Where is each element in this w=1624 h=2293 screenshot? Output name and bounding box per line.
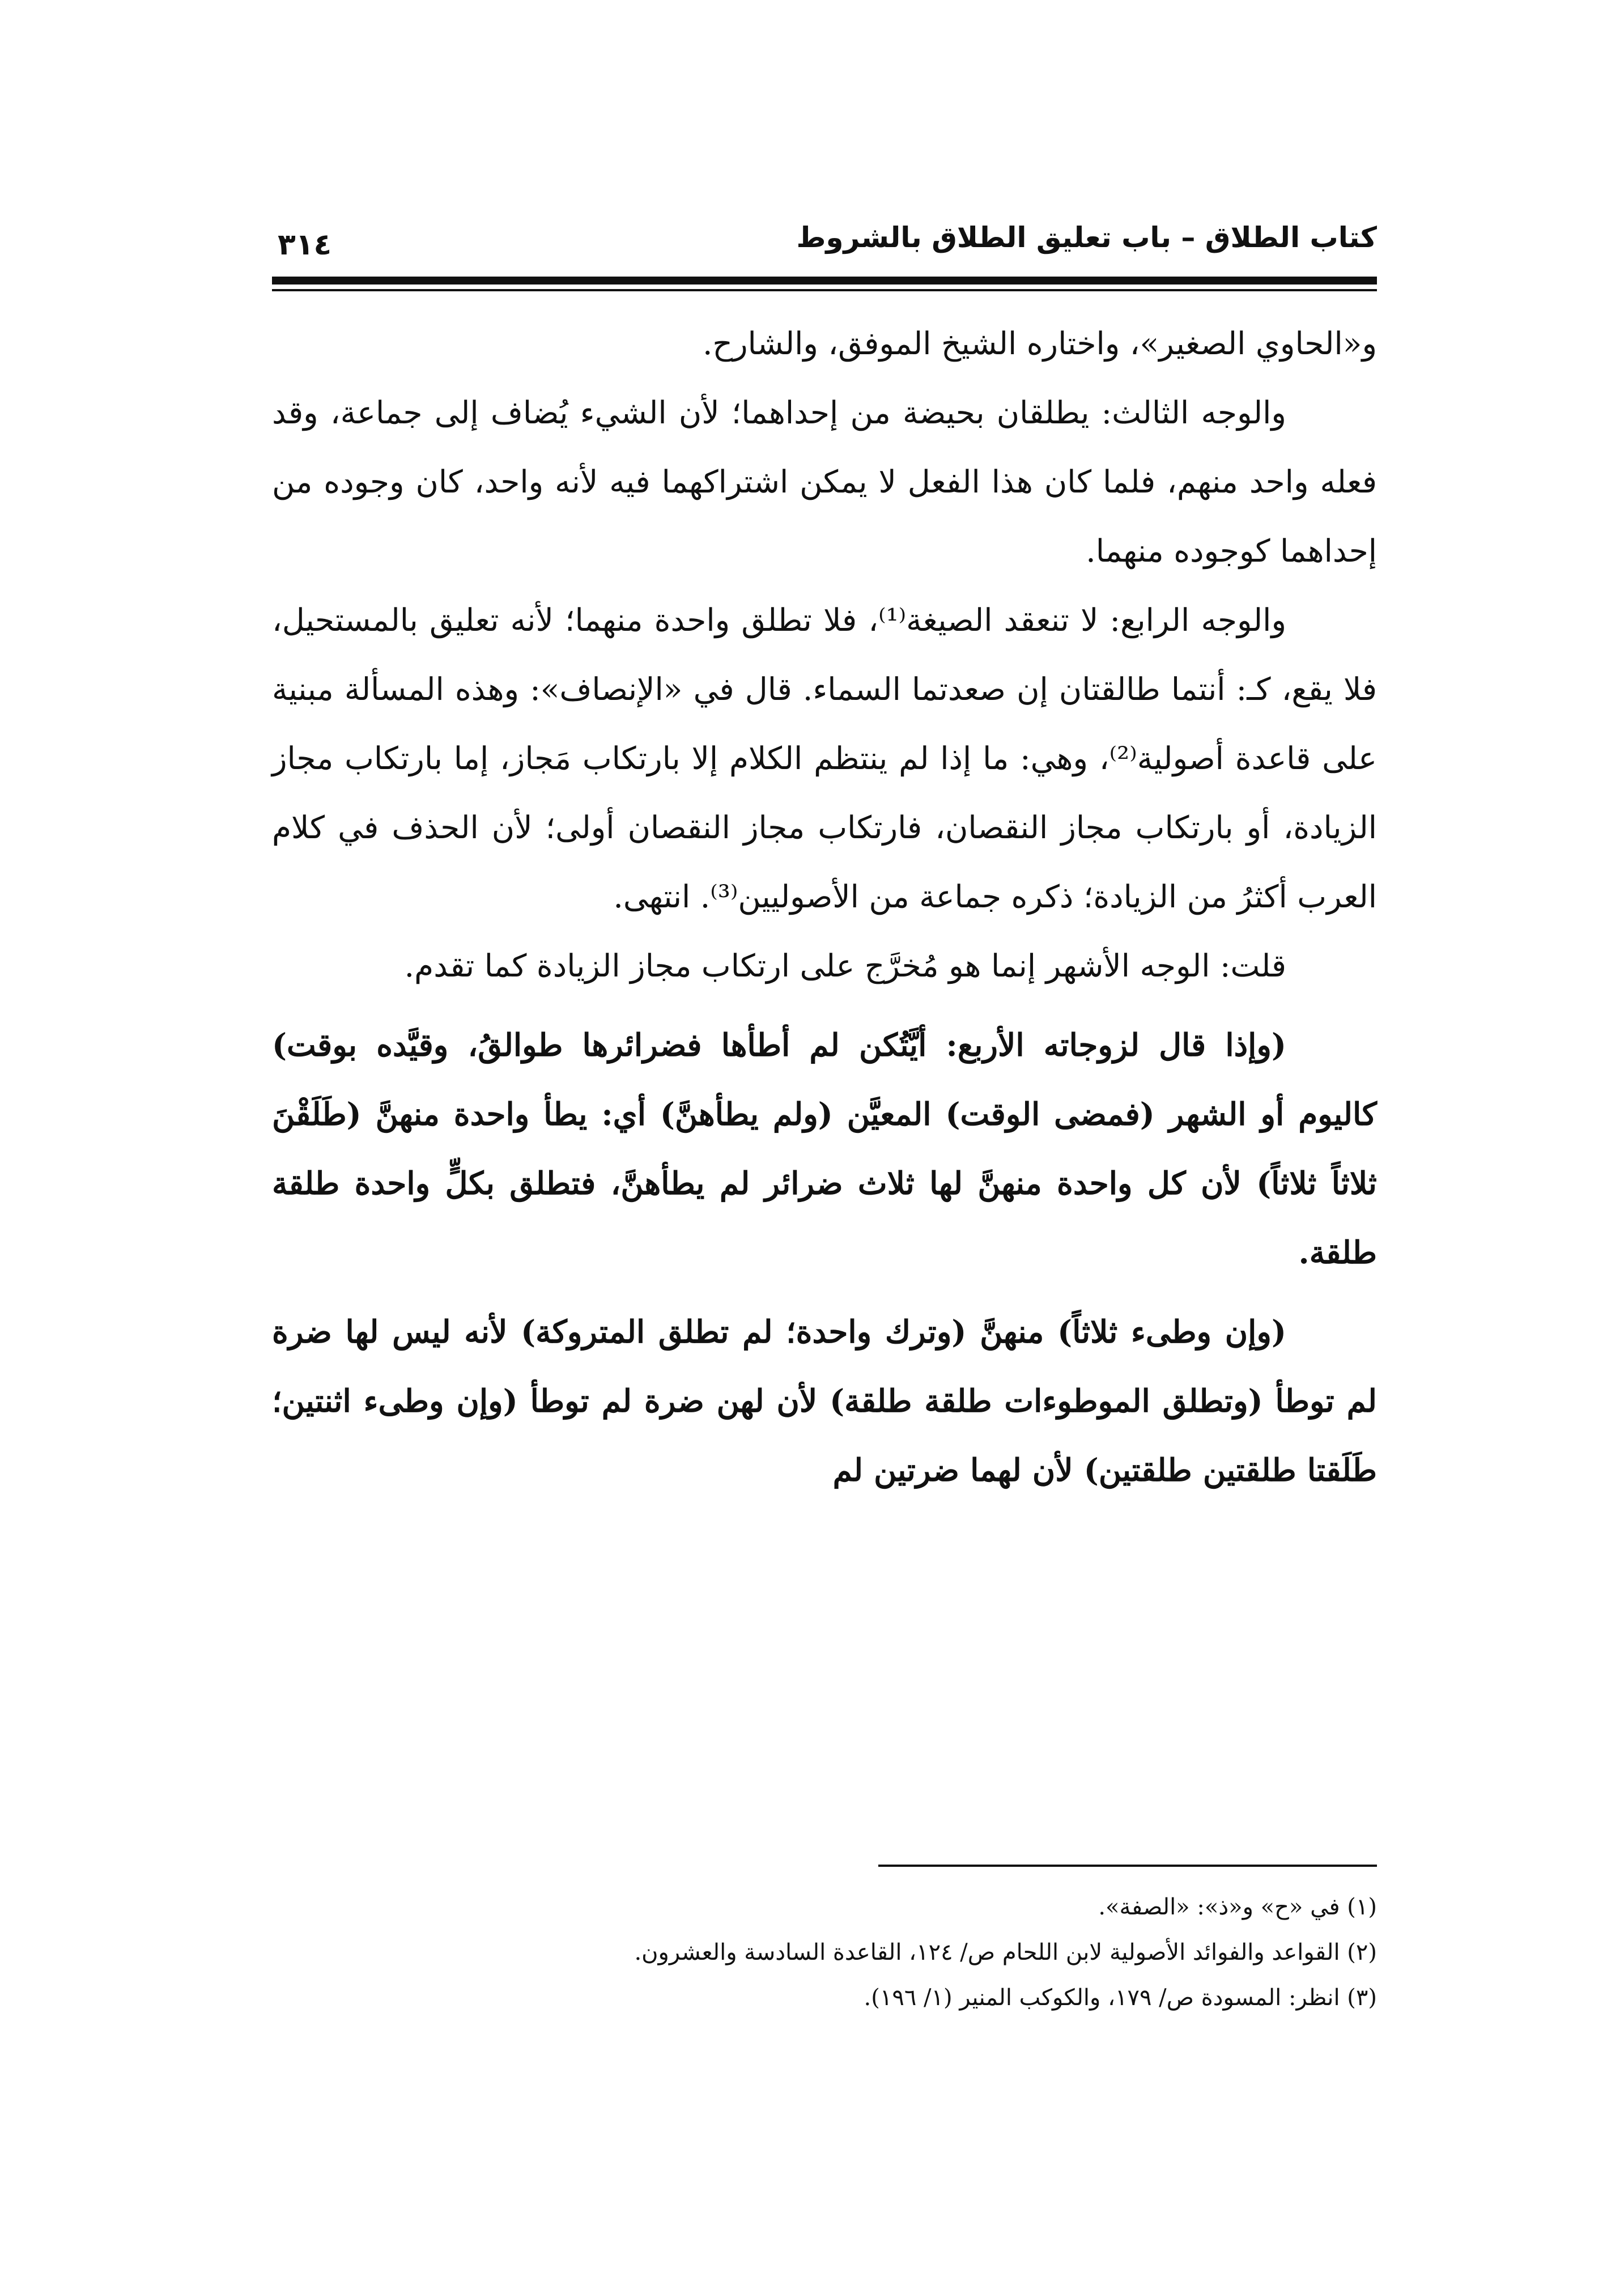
header-rule-thin: [272, 289, 1377, 291]
main-text: [272, 309, 1377, 1505]
paragraph: والوجه الثالث: يطلقان بحيضة من إحداهما؛ لأن الشيء يُضاف إلى جماعة، وقد فعله واحد منهم، فلما كان هذا الفعل لا يمكن اشتراكهما فيه لأنه واحد، كان وجوده من إحداهما كوجوده منهما.: [272, 394, 1377, 569]
footnotes: [272, 1884, 1377, 2020]
paragraph: والوجه الرابع: لا تنعقد الصيغة⁽¹⁾، فلا تطلق واحدة منهما؛ لأنه تعليق بالمستحيل، فلا يقع، كـ: أنتما طالقتان إن صعدتما السماء. قال في «الإنصاف»: وهذه المسألة مبنية على قاعدة أصولية⁽²⁾، وهي: ما إذا لم ينتظم الكلام إلا بارتكاب مَجاز، إما بارتكاب مجاز الزيادة، أو بارتكاب مجاز النقصان، فارتكاب مجاز النقصان أولى؛ لأن الحذف في كلام العرب أكثرُ من الزيادة؛ ذكره جماعة من الأصوليين⁽³⁾. انتهى.: [272, 602, 1377, 915]
paragraph: (وإذا قال لزوجاته الأربع: أيَّتُكن لم أطأها فضرائرها طوالقُ، وقيَّده بوقت) كاليوم أو الشهر (فمضى الوقت) المعيَّن (ولم يطأهنَّ) أي: يطأ واحدة منهنَّ (طَلَقْنَ ثلاثاً ثلاثاً) لأن كل واحدة منهنَّ لها ثلاث ضرائر لم يطأهنَّ، فتطلق بكلٍّ واحدة طلقة طلقة.: [272, 1026, 1377, 1271]
footnote: (٢) القواعد والفوائد الأصولية لابن اللحام ص/ ١٢٤، القاعدة السادسة والعشرون.: [634, 1939, 1377, 1965]
paragraph: (وإن وطىء ثلاثاً) منهنَّ (وترك واحدة؛ لم تطلق المتروكة) لأنه ليس لها ضرة لم توطأ (وتطلق الموطوءات طلقة طلقة) لأن لهن ضرة لم توطأ (وإن وطىء اثنتين؛ طَلَقتا طلقتين طلقتين) لأن لهما ضرتين لم: [272, 1313, 1377, 1488]
header-rule-thick: [272, 277, 1377, 284]
paragraph: و«الحاوي الصغير»، واختاره الشيخ الموفق، والشارح.: [702, 325, 1377, 362]
chapter-title: كتاب الطلاق – باب تعليق الطلاق بالشروط: [796, 221, 1377, 254]
footnote: (١) في «ح» و«ذ»: «الصفة».: [1098, 1894, 1377, 1920]
page-number: ٣١٤: [278, 228, 332, 262]
footnote-separator: [878, 1865, 1377, 1867]
paragraph: قلت: الوجه الأشهر إنما هو مُخرَّج على ارتكاب مجاز الزيادة كما تقدم.: [404, 948, 1286, 984]
page-header: [272, 215, 1377, 278]
footnote: (٣) انظر: المسودة ص/ ١٧٩، والكوكب المنير (١/ ١٩٦).: [864, 1985, 1377, 2011]
book-page: [272, 215, 1377, 2086]
